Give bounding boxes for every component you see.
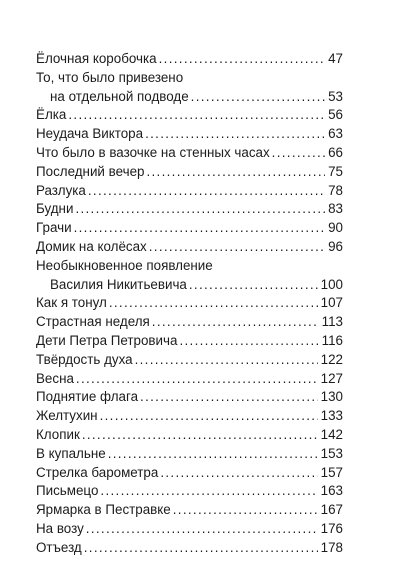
toc-entry-page-number: 47 <box>328 51 343 66</box>
toc-entry-line <box>36 351 343 370</box>
toc-entry[interactable] <box>36 69 343 107</box>
dot-leader <box>140 388 318 407</box>
toc-entry[interactable] <box>36 238 343 257</box>
dot-leader <box>145 125 325 144</box>
dot-leader <box>84 539 318 558</box>
toc-entry[interactable] <box>36 388 343 407</box>
toc-entry-line <box>36 69 343 88</box>
toc-entry-line <box>36 276 343 295</box>
dot-leader <box>152 313 319 332</box>
toc-entry-page-number: 163 <box>320 483 343 499</box>
dot-leader <box>86 520 318 539</box>
toc-entry-line <box>36 426 343 445</box>
dot-leader <box>146 163 325 182</box>
dot-leader <box>191 88 325 107</box>
toc-entry[interactable] <box>36 464 343 483</box>
toc-entry[interactable] <box>36 520 343 539</box>
toc-entry-page-number: 142 <box>320 426 343 442</box>
toc-entry-page-number: 107 <box>320 295 343 311</box>
dot-leader <box>100 407 318 426</box>
toc-entry[interactable] <box>36 163 343 182</box>
dot-leader <box>160 464 317 483</box>
toc-entry[interactable] <box>36 294 343 313</box>
toc-entry-line <box>36 50 343 69</box>
toc-entry-line <box>36 182 343 201</box>
toc-entry-page-number: 133 <box>320 408 343 424</box>
toc-entry-line <box>36 106 343 125</box>
toc-entry-page-number: 153 <box>320 445 343 461</box>
dot-leader <box>189 276 318 295</box>
dot-leader <box>74 219 326 238</box>
toc-entry-line <box>36 445 343 464</box>
toc-entry-line <box>36 388 343 407</box>
toc-entry[interactable] <box>36 351 343 370</box>
toc-entry[interactable] <box>36 182 343 201</box>
toc-entry[interactable] <box>36 125 343 144</box>
toc-entry-line <box>36 238 343 257</box>
toc-entry-title: Ёлка <box>36 107 67 123</box>
toc-entry-page-number: 116 <box>321 332 343 348</box>
toc-entry[interactable] <box>36 200 343 219</box>
toc-entry-title: на отдельной подводе <box>50 88 189 104</box>
toc-entry-title: Весна <box>36 370 74 386</box>
toc-entry-title: Последний вечер <box>36 163 145 179</box>
toc-entry-line <box>36 257 343 276</box>
toc-entry-title: Неудача Виктора <box>36 126 144 142</box>
toc-entry[interactable] <box>36 219 343 238</box>
toc-entry-title: Василия Никитьевича <box>50 276 187 292</box>
toc-entry-line <box>36 370 343 389</box>
dot-leader <box>135 351 318 370</box>
toc-entry-title: Поднятие флага <box>36 389 139 405</box>
toc-entry-line <box>36 332 343 351</box>
toc-entry[interactable] <box>36 407 343 426</box>
dot-leader <box>149 238 325 257</box>
toc-entry-title: Будни <box>36 201 74 217</box>
toc-entry-title: Необыкновенное появление <box>36 257 213 273</box>
toc-entry-title: Разлука <box>36 182 86 198</box>
toc-entry[interactable] <box>36 50 343 69</box>
dot-leader <box>75 200 325 219</box>
toc-entry-title: Желтухин <box>36 408 98 424</box>
toc-entry-title: Отъезд <box>36 539 82 555</box>
toc-entry-line <box>36 88 343 107</box>
toc-entry-title: Ярмарка в Пестравке <box>36 502 171 518</box>
toc-entry-title: Грачи <box>36 220 72 236</box>
toc-entry-page-number: 113 <box>321 314 343 330</box>
toc-entry[interactable] <box>36 482 343 501</box>
toc-entry-line <box>36 464 343 483</box>
dot-leader <box>68 106 325 125</box>
toc-entry[interactable] <box>36 445 343 464</box>
dot-leader <box>109 294 318 313</box>
toc-entry-line <box>36 219 343 238</box>
toc-entry-title: Что было в вазочке на стенных часах <box>36 144 270 160</box>
toc-entry[interactable] <box>36 332 343 351</box>
toc-entry-page-number: 83 <box>328 201 343 217</box>
toc-entry-line <box>36 407 343 426</box>
toc-entry-title: Как я тонул <box>36 295 107 311</box>
toc-entry[interactable] <box>36 370 343 389</box>
toc-entry-title: Твёрдость духа <box>36 351 133 367</box>
dot-leader <box>100 482 317 501</box>
toc-entry[interactable] <box>36 539 343 558</box>
toc-entry-page-number: 90 <box>328 220 343 236</box>
dot-leader <box>82 426 318 445</box>
dot-leader <box>179 332 318 351</box>
toc-entry-title: Стрелка барометра <box>36 464 159 480</box>
toc-entry-title: Страстная неделя <box>36 314 150 330</box>
toc-entry-line <box>36 520 343 539</box>
toc-entry-page-number: 56 <box>328 107 343 123</box>
toc-entry-line <box>36 313 343 332</box>
toc-entry-page-number: 157 <box>320 464 343 480</box>
toc-entry-title: В купальне <box>36 445 106 461</box>
toc-entry-page-number: 78 <box>328 182 343 198</box>
dot-leader <box>173 501 318 520</box>
toc-entry-title: Дети Петра Петровича <box>36 332 178 348</box>
toc-entry-page-number: 53 <box>328 88 343 104</box>
toc-entry-page-number: 63 <box>328 126 343 142</box>
toc-entry-page-number: 66 <box>328 144 343 160</box>
toc-entry[interactable] <box>36 426 343 445</box>
toc-entry-page-number: 75 <box>328 163 343 179</box>
toc-entry-page-number: 100 <box>320 276 343 292</box>
toc-entry-line <box>36 501 343 520</box>
toc-entry-title: То, что было привезено <box>36 69 184 85</box>
toc-entry-page-number: 178 <box>320 539 343 555</box>
toc-entry-page-number: 127 <box>320 370 343 386</box>
toc-entry-page-number: 130 <box>320 389 343 405</box>
toc-entry[interactable] <box>36 501 343 520</box>
dot-leader <box>108 445 318 464</box>
toc-entry[interactable] <box>36 106 343 125</box>
toc-entry-line <box>36 144 343 163</box>
toc-entry-page-number: 96 <box>328 238 343 254</box>
toc-entry-title: Домик на колёсах <box>36 238 147 254</box>
toc-entry-line <box>36 294 343 313</box>
table-of-contents <box>36 50 343 558</box>
toc-entry[interactable] <box>36 313 343 332</box>
toc-entry-title: Ёлочная коробочка <box>36 51 157 66</box>
toc-entry-line <box>36 125 343 144</box>
dot-leader <box>272 144 325 163</box>
toc-entry[interactable] <box>36 257 343 295</box>
toc-entry[interactable] <box>36 144 343 163</box>
toc-entry-page-number: 176 <box>320 520 343 536</box>
toc-entry-title: Письмецо <box>36 483 99 499</box>
toc-entry-page-number: 167 <box>320 502 343 518</box>
toc-entry-line <box>36 200 343 219</box>
toc-entry-title: На возу <box>36 520 84 536</box>
toc-entry-line <box>36 539 343 558</box>
dot-leader <box>88 182 325 201</box>
toc-entry-title: Клопик <box>36 426 80 442</box>
dot-leader <box>159 50 325 69</box>
toc-entry-line <box>36 482 343 501</box>
toc-entry-line <box>36 163 343 182</box>
dot-leader <box>76 370 318 389</box>
toc-entry-page-number: 122 <box>320 351 343 367</box>
